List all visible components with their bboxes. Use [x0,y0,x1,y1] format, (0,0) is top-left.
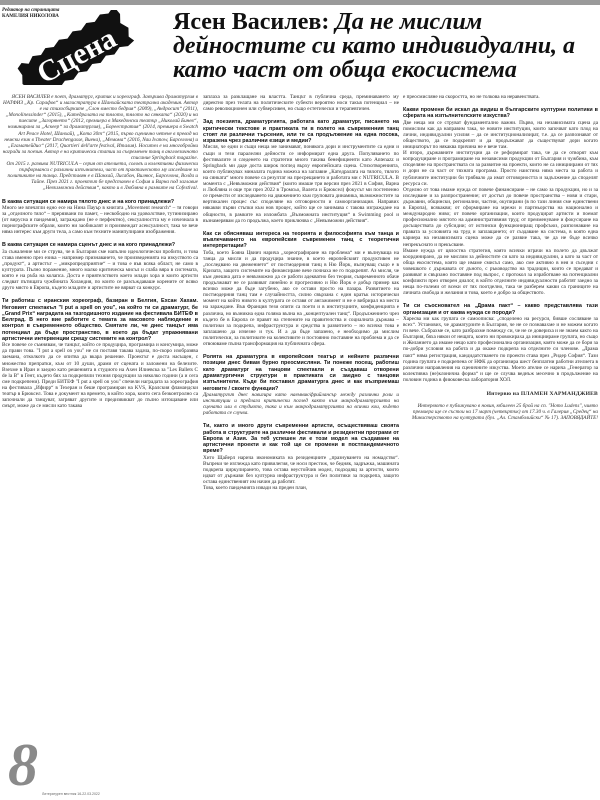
interview-answer: За съжаление ми се струва, че в България сме напълно идеологически пробити, и това става именно през езика – например признаването, че произведенията на изкуството са „продукт“, а артистът – „микропредприятие“ – и това е във всяка област, не само в културата. Пълно поражение, много малко критическа мисъл и слаба вяра в системата, която е на ръба на колапса. Доста е приятелството което млади хора и които артисти следват пътищата чужбината Холандия, по които се разсъждаваше корените от всяко друго място в Европа, където младите и артистите не вярват са конкурс. [2,248,198,292]
interview-question: Ти, както и много други съвременни артисти, осъществяваш своята работа в структурите на различни фестивали и резидентни програми от Европа и Азия. За теб успешен ли е този модел на създаване на артистични проекти и как той ще се промени в постпандемичното време? [203,423,399,455]
headline-name: Ясен Василев: [173,9,330,35]
column-3 [403,94,598,421]
interview-answer: Харесва ми как групата се самоописва: „споделено на ресурси, бивше сосляване за всех“. Установих, че драматурзите в България, че не се познавахме и не можем когато ги вече. Събрахме се, като разбрахме помежду си, че не се довериха и не знаем както на България, бяха някои от нещата, които ни провокираха да инициираме групата, но също и Желанието да имаме нещо като професионална организация, която може да се бори за по-добри условия на работа и да окаже подкрепа на отделните си членове. „Драма пакт“ няма регистрация, кандидатстването по проекти става през „Ридер София“. Тази година групата е подкрепена от НФК да организира шест безплатни работни ателиета в различни направления на сценичните изкуства. Моето ателие се нарича „Генератор за колективна (не)клонична форма“ и ще се случва веднъж месечно в продължение на половин година в фиюковеска лаборатория ХОЛ. [403,316,598,383]
printer-line: Литературен вестник 16-22.03.2022 [42,792,100,796]
interview-question: Зад поезията, драматургията, работата като драматург, писането на критически текстове и практиката ти в полето на съвременния танц стоят ли различни търсения, или те са продължение на една посока, изразена чрез различни езици и медии? [203,119,399,145]
interview-answer: Тоба, което Бояна Цвиич нарича „хореографиране на проблема“ ми е вълнуваща на танца да мисли и да продуцира знание, в което европейският продуктивен не „последвано на двежението“ от постмодерния танц в Ню Йорк, вълнуващ също е в Кризата, защото системите на финансиране вече почнаха не го подкрепят. Аз мисля, че към днешна дата е невъзможно да се работи адекватно без теория, съвременното обаче продължават не се развиват линейно и прогресивно и Ню Йорк е добър пример как всичко може да бъде загубено, ако се остави просто на пазара. Развитието на постмодерния танц там е случайността, силно свързана с един кратък исторически момент на който нивото в културата се оставя от ангажимент и не е вибрирал на места на зараждане. Във Франция тези опити са поети и в институциите, конфиденцията е различна, но възникна една голяма вълна на „концептуален танц“. Продължението чрез където бе в Европа се правят на степените на правителства и социалната държава – политики за подкрепа, инфраструктура и средства в развитието – но всичко това е заплашено да изчезне и тук. И а да бъде запазено, е необходимо да мислим политически, за политиките на колективите и постоянно поставяне на проблема и да се отвоюваме пълна трансформация на публичната сфера. [203,249,399,347]
editor-role: Редактор на страницата [2,8,60,13]
section-logo [10,10,140,85]
interview-question: Как си обясняваш интереса на теорията и философията към танца и въвлечаването на европейския съвременен танц с теоретични интерпретации? [203,230,399,250]
interview-credit: Интервю на ПЛАМЕН ХАРМАНДЖИЕВ [486,391,598,398]
interview-answer: И второ, държавните институции да се реформират така, че да се отворят към копродуциране и програмиране на независими продукции от България и чужбина, към споделяне на пространствата си за развитие на проекти, които не са инициирани от тях и дори не са част от тяхната програма. Просто наистина няма места за работа и публичните институции би трябвало да имат отговорността и задължение да споделят ресурса си. [403,150,598,187]
interview-question: Ти работиш с иранския хореограф, базиран в Белгия, Ехсан Хахам. Неговият спектакъл "I put a spell on you", на който ти си драматург, бе „Grand Prix“ наградата на тазгодишното издание на фестивала БИТЕФ в Белград. В него вие работите с темата за масовото наблюдение и контрол в съвременното общество. Смятате ли, че днес танцът има потенциал да бъде пространство, в което да бъдат упражнявани артистични интервенции срещу системите на контрол? [2,298,198,342]
interview-answer: Това, което пандемията извади на преден план, [203,485,308,492]
article-body [0,94,600,800]
interview-answer: Много ме впечатли едно есе на Нина Пауър в книгата „Movement research“ – тя говори за „отделното тяло“ – прерязвани по памет, – несвободно на удоволствие, тутинизирано (от вирусна и пандемия), загражданo (не е перфектно), сексуалността му е изчезнала в порнографските образи, които ни заобикалят и произвеждат асексуалност, така че вече няма интерес към други тела, а само към техните манипулирани изображения. [2,204,198,236]
interview-question: Ролята на драматурга в европейския театър и нейните различни позиции днес бивам бурно преосмисляни. Ти понеже посещ, работиш като драматург на танцови спектакли и създаваш отворени драматургични структури в практиката си заедно с танцови изпълнители. Къде би поставил драматурга днес и как възприемаш неговите / своите функции? [203,354,399,392]
interview-question: В каква ситуация се намира сценът днес и на кого принадлежи? [2,242,176,249]
column-2 [203,94,399,491]
interview-answer: Имаме нужда от цялостна стратегия, която всички играчи на полето да двължат координирано, да не мислим за дейностите си като за индивидуални, а като за част от обща екосистема, която ще имаме смисъл само, ако сме активно в нея и съседни с човешкото с държавата от дъното, с ръководство на традиции, които се предават и развиват и свързано поставяне под въпрос, с протокол за изработване на потенциални конфликти през отворен диалог, в който отделните индивидуалности работят заедно за неща по-големи от всеки от тях поотделно, така че разберем какви са границите на личната свобода и желания и това, което е добро за обществото. [403,247,598,297]
headline-quote: Да не мислим дейностите си като индивидуални, а като част от обща екосистема [173,9,576,83]
editor-name: КАМЕЛИЯ НИКОЛОВА [2,14,59,19]
interview-question: Ти си съосновател на „Драма пакт“ – какво представлява тази организация и от каква нужда се породи? [403,303,598,316]
interview-question: В каква ситуация се намира тялото днес и на кого принадлежи? [2,198,175,205]
author-bio-2: От 2015 г. развива NUTRICULA – серия от ателиета, соловъ и колективни физически пърформанси с различни изпълнители, част от практическото му изследване за политиките на танца. Представян е в Шанхай, Лисабон, Вилнюс, Барселона, Волда и Тайпе. През 2021 г. проектът бе представен в София и Варна под заглавие „Невъзможни действия“, както и в Любляна в рамките на Cofestival. [6,161,198,192]
torn-paper-logo-icon [10,10,140,85]
interview-answer: Хито Щайерл нарича икономиката на резиденциите „празнуването на номадство“. Въпреки че изглежда като привилегия, че носи престиж, че бедняк, задръжкa, машината подкрепа циркулирането, това остава неустойчив модел, подходящ за артисти, които идват от държави без културна инфраструктура и без политики за подкрепа, защото остава единственият им начин да работят. [203,454,399,486]
interview-answer: Драматургът днес навигира като наемник/фрийлансър между различни роли и институции и предлага критически поглед както към макродраматургията на сцената или в студиото, така и към макродраматургията на всички кои, където работата се случва. [203,391,399,417]
continued-text: е преосмисляне на скоростта, но не толкова на неравенствата. [403,94,540,100]
interview-answer: Мисля, че едни и същи неща ме занимават, понякога дори и инструментите са едни и същи и тези паралелни дейности се информират една друга. Популяването по фестивалите и следенето на стратегии много такива бенефициенти като Antenazz и Springback ми даде доста широк поглед върху европейската сцена. Стихотворенията, които публикувах миналата година можеха на заглавие „Катедралата на тялото, тялото на сянката“ много повече са резултат на пресрещането и работата ми с NUTRICULA. В момента с „Невъзможни действия“ (които имаше три версии през 2021 в София, Варна и Любляна и още три през 2022 в Тромсьо, Валета и Брюксел) фокусът ми постепенно се премести от изследването на движението към груповата динамика, възможностите за вертикален процес със споделяне на отговорности и самоорганизация. Направих някакви първи стъпки към нов процес, който ще се занимава с такова изграждане на общности, в рамките на изложбата „Възможната институция“ в Swimming pool и възнамерявам да го продължа, което приключва с „Невъзможни действия“. [203,144,399,224]
author-bio: ЯСЕН ВАСИЛЕВ е поет, драматург, критик и хореограф. Завършва драматургия в НАТФИЗ „Кр. Сарафов“ и магистратура в Шанхайската театрална академия. Автор е на стихосбирките „Слон вместо бедрия“ (2009), „Андросит“ (2011), „Monolinessinder“ (2015), „Катедралата на тялото, тялото на сянката“ (2020) и на пиесите „Загорянето“ (2012, премиера в Македонски театър „Николай Бинев“, номинирана за „Аскеер“ за драматургия), „Бореестратия“ (2014, премиера в Swatch Art Peace Hotel, Шанхай), „Кота 30m“ (2015, първо сценично четене в превод на немски език в Theater Drachengasse, Виена), „Мемома“ (2016, Nau Ivanow, Барселона) и „Егаматейдио“ (2017, Quartieri dell'arte festival, Италия). Носител е на многобройни награди за поезия. Автор е на критически статии за съвременен танц в англоезичното списание Springback magazine. [2,94,198,161]
top-rule [0,0,600,5]
interview-question: Какви промени би искал да видиш в българските културни политики в сферата на изпълнителските изкуства? [403,107,598,120]
column-1 [2,94,198,409]
publication-note: Интервюто е публикувано в новия, юбилеен 25 брой на сп. "Homo Ludens", чиято премиера ще се състои на 17 март (четвъртък) от 17.30 ч. в Галерия „Средец“ на Министерството на културата (бул. „Ал. Стамболийски“ № 17). ЗАПОВЯДАЙТЕ! [411,403,598,422]
continued-text: заплаха за разклащане на властта. Танцът в публична среда, преминаването му директно през телата на политическите субекти вероятно носи такъв потенциал – не само революционен или субверсивен, но също естетически и терапевтичен. [203,94,399,113]
article-headline [173,10,598,82]
interview-answer: Все повече се съмнявам, че танцът, който се продуцира, програмира и консумира, може да прави това. "I put a spell on you" не си поставя такава задача, по-скоро изобразява заемана, отколкото да се опитва да вкара решение. Проектът е доста насъщен, с множество препратки, към от 10 души, драми от сцената и заложени на белезите. Взехме в Иран и заедно като решенията в студиото на Ахен Илиевска за "Les Ballets C de la B" в Гент, където бях за подкрепяли техния продукции за няколко години (а и сега сме подкрепени). Преди БИТЕФ "I put a spell on you" спечели наградата за хореография на фестивала „Ифирр“ в Техеран и беше програмиран на KVS, Кралския фламандски театър в Брюксел. Това е документ на времето, в който хора, които сега безконтролно са започнали да танцуват, загряват другите и предизвикват до пълно изтощаване или смърт, може да се мисли като такава [2,342,198,410]
interview-answer: Две неща ми се струват фундаментално важни. Първо, на независимата сцена да помислим как да направим така, че новите институции, които започват като плод на лични, индивидуални усилия – да се институционализират, т.е. да се разпознават от обществото, да се подкрепят и да продължават да съществуват дори когато инициаторът по някаква причина не е вече там. [403,119,598,151]
page-number: 8 [8,732,38,798]
interview-answer: Отделно от това имаме нужда от повече финансиране – не само за продукции, но и за изследване и за разпространение; от достъп до повече пространства – нови и стари, държавни, общински, регионални, частни, окупирани (в по тази линия сме единствени в Европа), всякакви; от сформиране на мрежи и партньорства на национално и международно ниво; от повече организации, които продуцират артисти и поемат професионално мястото на административния труд; от преименуване и фокусиране на досъществата до субсидии; от истински функциониращ профсъюз, разпознаване на правата за условията на труд и заплащането; от създаване на система, в която една кариера на независимата сцена може да се развие така, че да не бъде всичко непрекъснато и прекъсване. [403,186,598,248]
svg-text:Сцена: Сцена [31,21,122,85]
